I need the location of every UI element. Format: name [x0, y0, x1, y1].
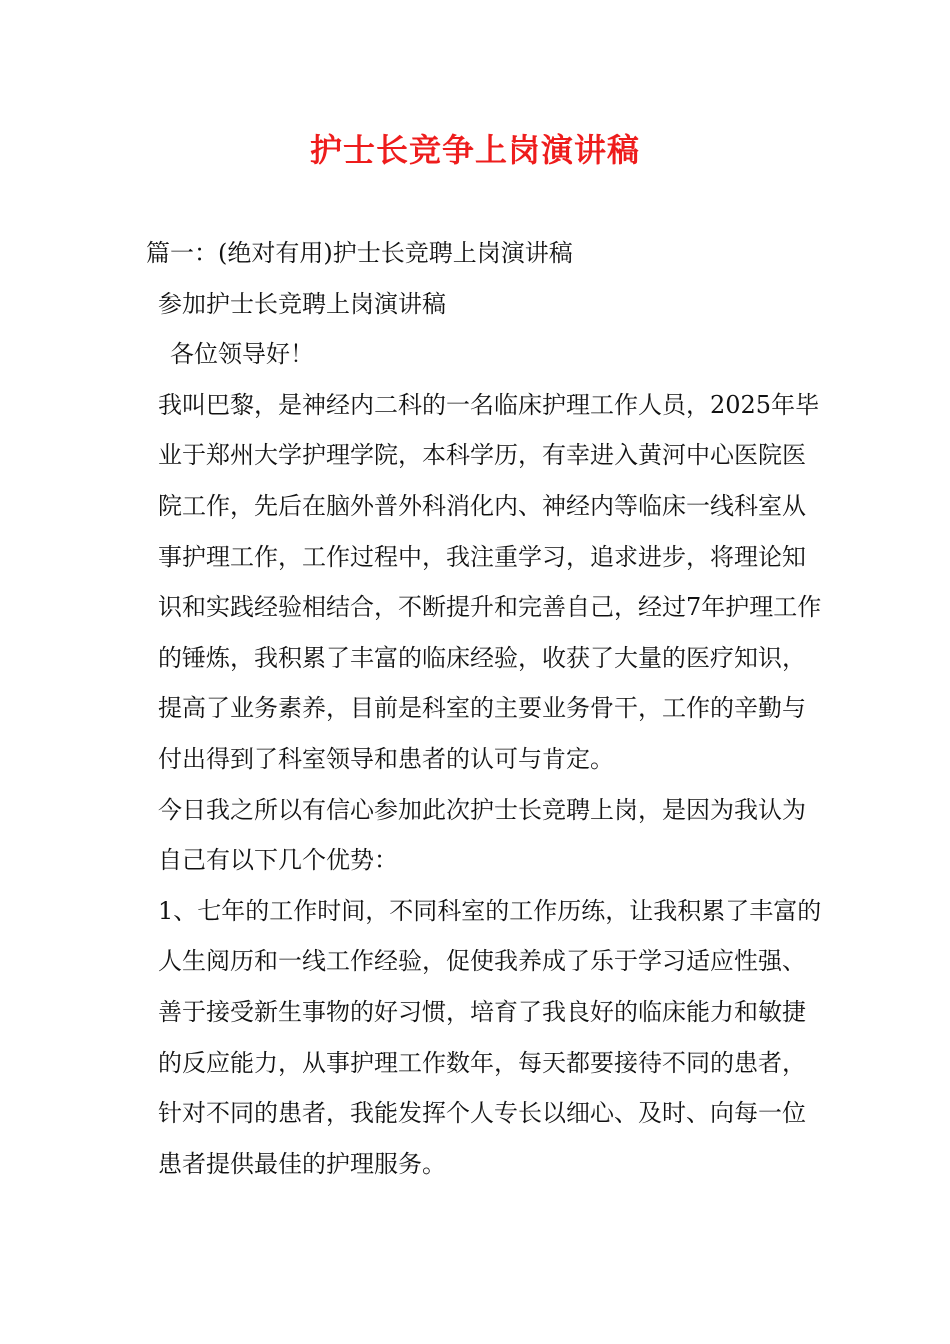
document-body: [146, 228, 826, 1189]
paragraph-reasons: 今日我之所以有信心参加此次护士长竞聘上岗，是因为我认为自己有以下几个优势：: [158, 795, 806, 875]
paragraph-introduction: 我叫巴黎，是神经内二科的一名临床护理工作人员，2025年毕业于郑州大学护理学院，本科学历，有幸进入黄河中心医院医院工作，先后在脑外普外科消化内、神经内等临床一线科室从事护理工作，工作过程中，我注重学习，追求进步，将理论知识和实践经验相结合，不断提升和完善自己，经过7年护理工作的锤炼，我积累了丰富的临床经验，收获了大量的医疗知识，提高了业务素养，目前是科室的主要业务骨干，工作的辛勤与付出得到了科室领导和患者的认可与肯定。: [158, 390, 822, 773]
speech-subtitle: 参加护士长竞聘上岗演讲稿: [158, 289, 446, 318]
section-heading: 篇一：(绝对有用)护士长竞聘上岗演讲稿: [146, 239, 573, 267]
document-title: 护士长竞争上岗演讲稿: [309, 131, 640, 169]
greeting-line: 各位领导好！: [170, 340, 314, 369]
paragraph-advantage-1: 1、七年的工作时间，不同科室的工作历练，让我积累了丰富的人生阅历和一线工作经验，促使我养成了乐于学习适应性强、善于接受新生事物的好习惯，培育了我良好的临床能力和敏捷的反应能力，从事护理工作数年，每天都要接待不同的患者，针对不同的患者，我能发挥个人专长以细心、及时、向每一位患者提供最佳的护理服务。: [158, 896, 822, 1178]
